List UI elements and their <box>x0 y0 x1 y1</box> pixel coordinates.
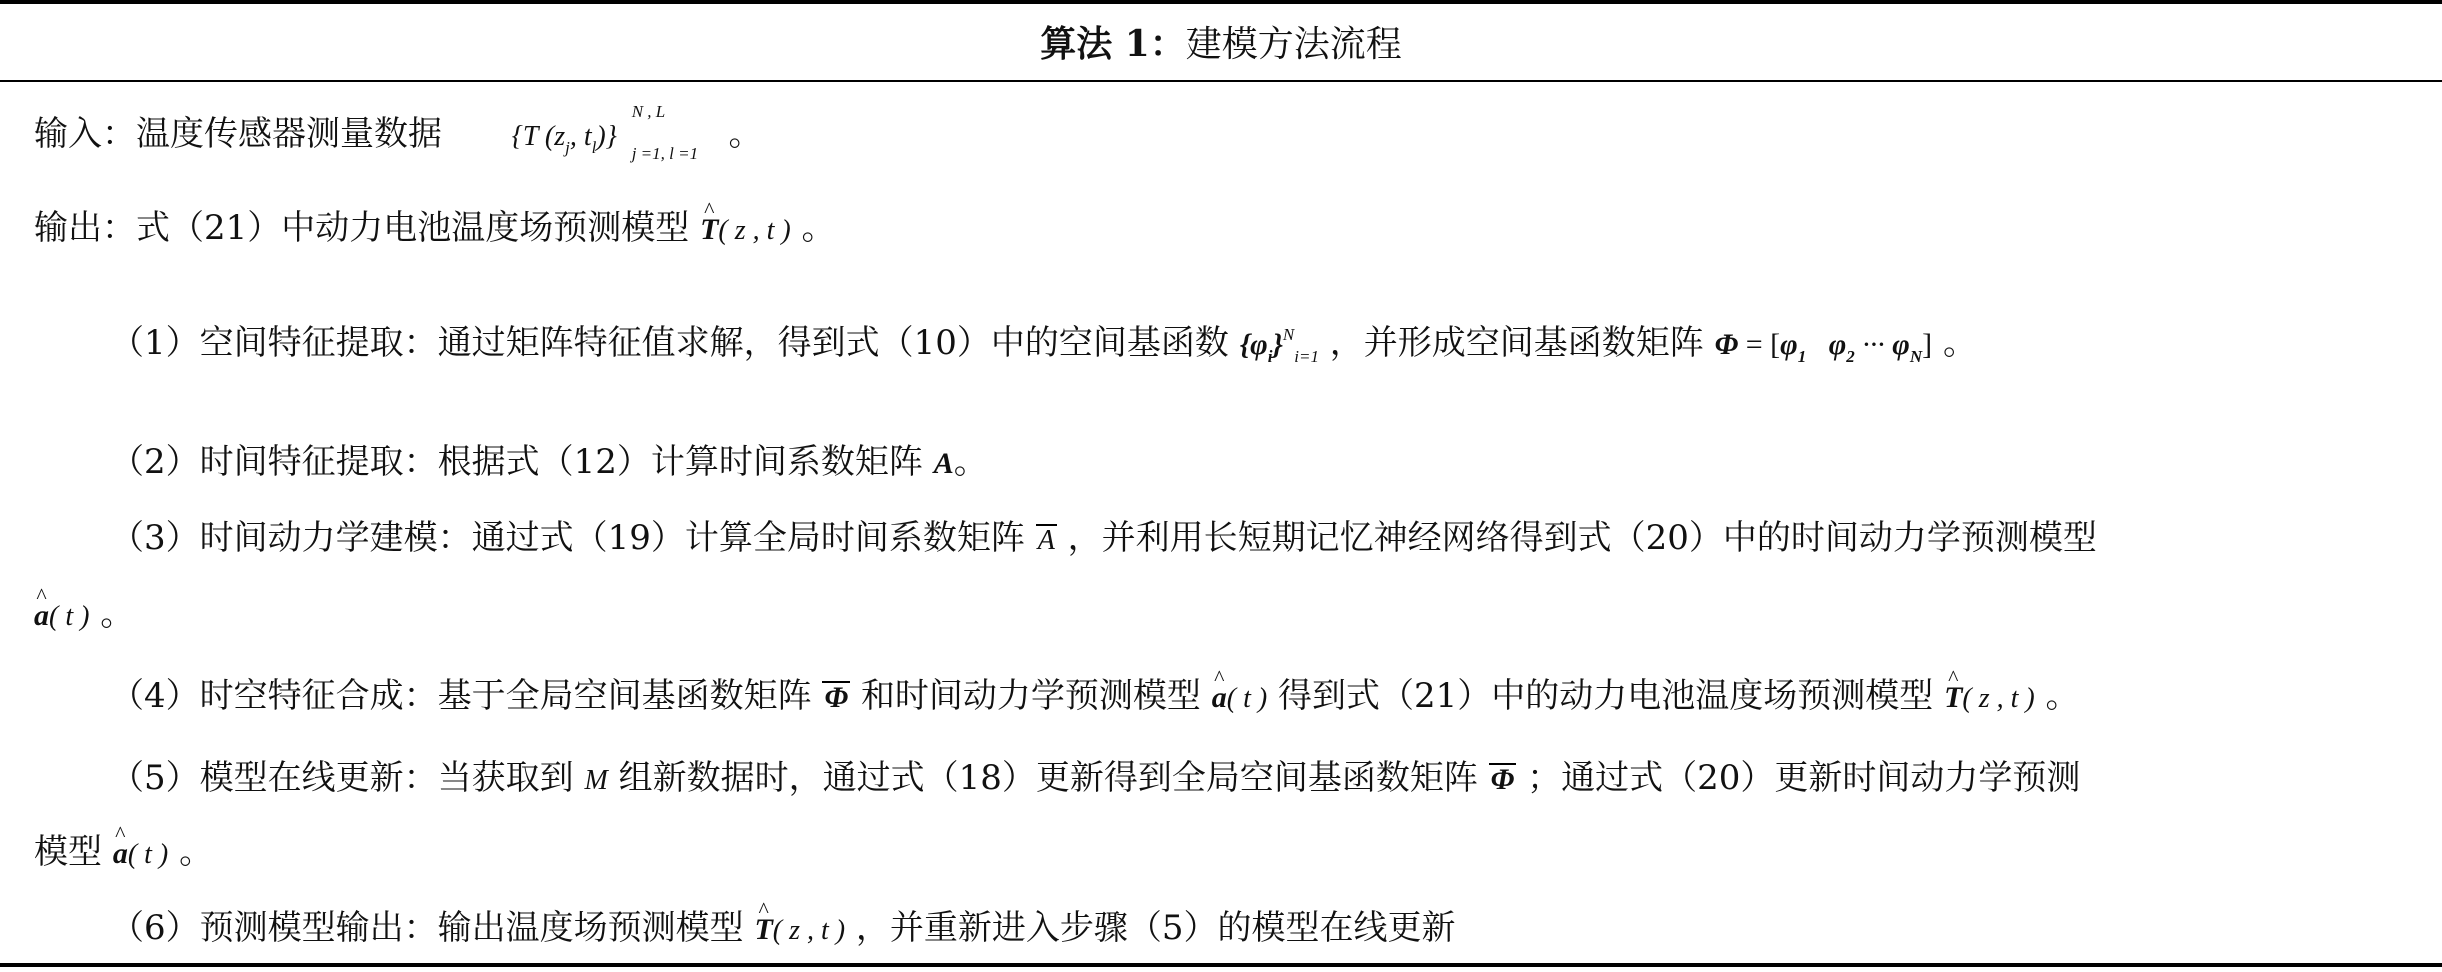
input-end: 。 <box>728 114 763 154</box>
output-T-hat: ^ T <box>700 200 718 260</box>
step-4-mid1: 和时间动力学预测模型 <box>860 676 1201 716</box>
input-text: 温度传感器测量数据 <box>136 114 442 154</box>
step-5-mid1: 组新数据时，通过式（18）更新得到全局空间基函数矩阵 <box>618 758 1478 798</box>
step-5-end: 。 <box>179 832 214 872</box>
input-math: {T ($z_j$, $t_l$)} <box>511 121 617 157</box>
output-text: 式（21）中动力电池温度场预测模型 <box>136 208 690 248</box>
output-line <box>34 198 836 258</box>
step-4-end: 。 <box>2045 676 2080 716</box>
bottom-rule <box>0 963 2442 967</box>
step-3-text: （3）时间动力学建模：通过式（19）计算全局时间系数矩阵 <box>110 518 1025 558</box>
output-end: 。 <box>801 208 836 248</box>
step-4-T-args: ( z , t ) <box>1962 683 2035 714</box>
step-5-a-args: ( t ) <box>127 839 169 870</box>
step-6-T-hat: ^ T <box>754 900 772 960</box>
step-3-a-hat: ^ a <box>34 586 49 646</box>
step-6-text: （6）预测模型输出：输出温度场预测模型 <box>110 908 744 948</box>
step-5-post: ；通过式（20）更新时间动力学预测 <box>1527 758 2081 798</box>
step-5-cont-pre: 模型 <box>34 832 102 872</box>
step-5 <box>110 748 2080 808</box>
step-4 <box>110 666 2080 726</box>
step-3-post: ，并利用长短期记忆神经网络得到式（20）中的时间动力学预测模型 <box>1067 518 2097 558</box>
input-line <box>34 104 763 164</box>
step-6-T-args: ( z , t ) <box>772 915 846 946</box>
input-label: 输入： <box>34 114 136 154</box>
step-3-continuation <box>34 584 134 644</box>
algorithm-title <box>0 14 2442 74</box>
step-1-mid: ，并形成空间基函数矩阵 <box>1329 323 1704 363</box>
step-4-mid2: 得到式（21）中的动力电池温度场预测模型 <box>1278 676 1934 716</box>
algorithm-title-text: 建模方法流程 <box>1185 24 1402 65</box>
step-4-a-args: ( t ) <box>1226 683 1268 714</box>
step-1-phi-limits: $^N_{i=1}$ <box>1282 325 1319 366</box>
top-rule <box>0 0 2442 4</box>
step-5-Phi-bar: Φ <box>1490 763 1515 796</box>
output-label: 输出： <box>34 208 136 248</box>
step-5-M: M <box>584 765 608 796</box>
step-3 <box>110 508 2097 568</box>
input-math-limits: N , L j =1, l =1 <box>631 102 699 163</box>
step-3-end: 。 <box>100 594 135 634</box>
step-4-T-hat: ^ T <box>1944 668 1962 728</box>
step-2 <box>110 432 988 492</box>
algorithm-title-label: 算法 1： <box>1040 23 1186 65</box>
step-2-text: （2）时间特征提取：根据式（12）计算时间系数矩阵 <box>110 442 923 482</box>
output-T-args: ( z , t ) <box>718 215 791 246</box>
header-rule <box>0 80 2442 82</box>
step-3-a-args: ( t ) <box>49 601 90 632</box>
step-1 <box>110 313 1977 373</box>
step-6 <box>110 898 1456 958</box>
step-1-end: 。 <box>1942 323 1977 363</box>
step-2-end: 。 <box>953 442 988 482</box>
step-1-text: （1）空间特征提取：通过矩阵特征值求解，得到式（10）中的空间基函数 <box>110 323 1229 363</box>
step-1-Phi-matrix: $\Phi = [\varphi_1$ $\varphi_2$ ··· $\varphi_N$] <box>1714 328 1933 366</box>
step-5-text: （5）模型在线更新：当获取到 <box>110 758 574 798</box>
step-5-a-hat: ^ a <box>113 824 128 884</box>
step-2-A: A <box>933 447 954 480</box>
step-4-text: （4）时空特征合成：基于全局空间基函数矩阵 <box>110 676 812 716</box>
step-4-a-hat: ^ a <box>1212 668 1227 728</box>
step-4-Phi-bar: Φ <box>824 681 849 714</box>
step-6-post: ，并重新进入步骤（5）的模型在线更新 <box>855 908 1456 948</box>
step-3-A-bar: A <box>1037 525 1055 556</box>
step-1-phi-set: $\{\varphi_i\}$ <box>1239 328 1283 366</box>
step-5-continuation <box>34 822 213 882</box>
